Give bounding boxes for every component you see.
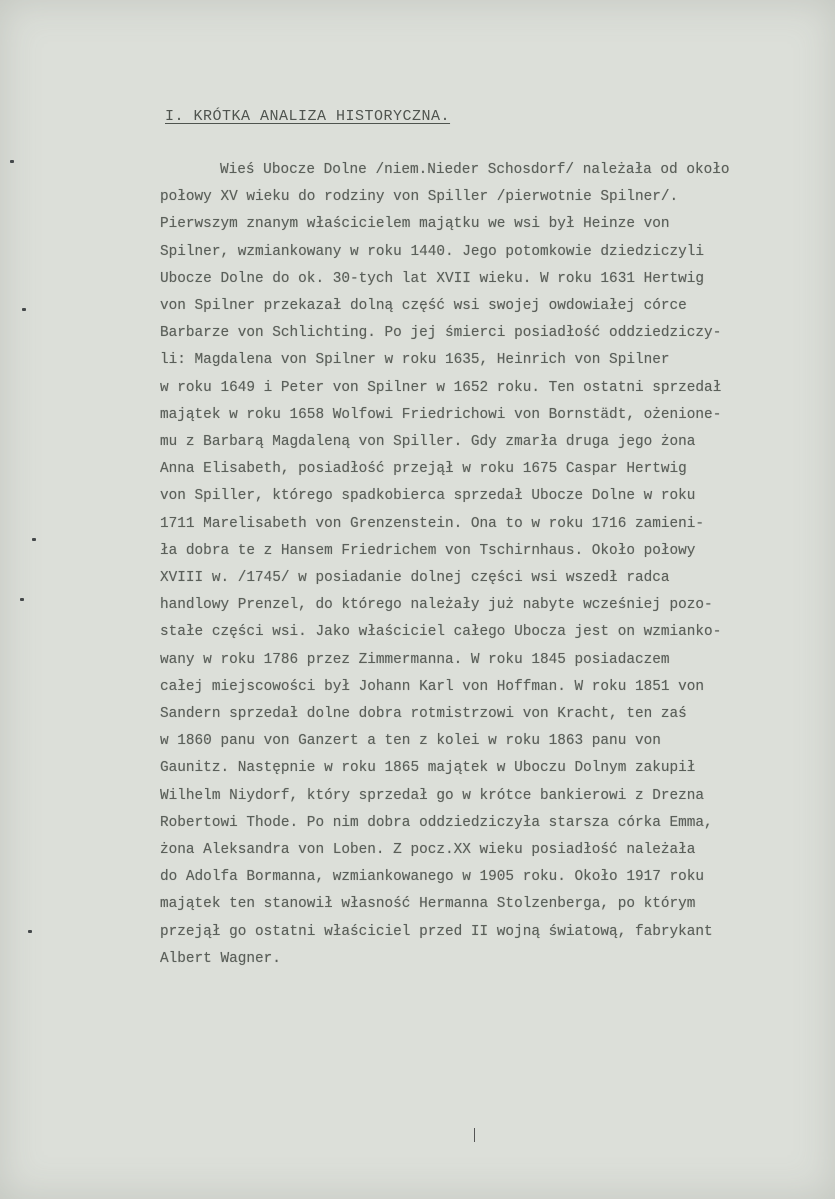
text-line: Ubocze Dolne do ok. 30-tych lat XVII wieku. W roku 1631 Hertwig <box>160 270 705 287</box>
text-line: w 1860 panu von Ganzert a ten z kolei w roku 1863 panu von <box>160 733 661 750</box>
text-line: do Adolfa Bormanna, wzmiankowanego w 1905 roku. Około 1917 roku <box>160 869 705 886</box>
text-line: Barbarze von Schlichting. Po jej śmierci posiadłość oddziedziczy- <box>160 325 722 342</box>
text-line: żona Aleksandra von Loben. Z pocz.XX wieku posiadłość należała <box>160 842 696 859</box>
text-line: majątek w roku 1658 Wolfowi Friedrichowi von Bornstädt, ożenione- <box>160 406 722 423</box>
section-heading: I. KRÓTKA ANALIZA HISTORYCZNA. <box>165 108 451 125</box>
margin-mark <box>20 598 24 601</box>
text-line: Albert Wagner. <box>160 950 281 967</box>
body-paragraph <box>160 157 825 973</box>
text-line: XVIII w. /1745/ w posiadanie dolnej części wsi wszedł radca <box>160 570 670 587</box>
margin-mark <box>32 538 36 541</box>
text-line: Wilhelm Niydorf, który sprzedał go w krótce bankierowi z Drezna <box>160 787 705 804</box>
page-mark <box>474 1128 475 1142</box>
text-line: majątek ten stanowił własność Hermanna Stolzenberga, po którym <box>160 896 696 913</box>
margin-mark <box>22 308 26 311</box>
text-line: Spilner, wzmiankowany w roku 1440. Jego potomkowie dziedziczyli <box>160 243 705 260</box>
text-line: Wieś Ubocze Dolne /niem.Nieder Schosdorf/ należała od około <box>220 162 730 178</box>
text-line: 1711 Marelisabeth von Grenzenstein. Ona to w roku 1716 zamieni- <box>160 515 705 532</box>
text-line: Sandern sprzedał dolne dobra rotmistrzowi von Kracht, ten zaś <box>160 706 687 723</box>
margin-mark <box>28 930 32 933</box>
text-line: ła dobra te z Hansem Friedrichem von Tschirnhaus. Około połowy <box>160 542 696 559</box>
text-line: stałe części wsi. Jako właściciel całego Ubocza jest on wzmianko- <box>160 624 722 641</box>
text-line: wany w roku 1786 przez Zimmermanna. W roku 1845 posiadaczem <box>160 651 670 668</box>
text-line: von Spilner przekazał dolną część wsi swojej owdowiałej córce <box>160 298 687 315</box>
text-line: li: Magdalena von Spilner w roku 1635, Heinrich von Spilner <box>160 352 670 369</box>
text-line: Robertowi Thode. Po nim dobra oddziedziczyła starsza córka Emma, <box>160 814 713 831</box>
text-line: Gaunitz. Następnie w roku 1865 majątek w Uboczu Dolnym zakupił <box>160 760 696 777</box>
text-line: von Spiller, którego spadkobierca sprzedał Ubocze Dolne w roku <box>160 488 696 505</box>
margin-mark <box>10 160 14 163</box>
text-line: Pierwszym znanym właścicielem majątku we wsi był Heinze von <box>160 216 670 233</box>
text-line: Anna Elisabeth, posiadłość przejął w roku 1675 Caspar Hertwig <box>160 461 687 478</box>
text-line: mu z Barbarą Magdaleną von Spiller. Gdy zmarła druga jego żona <box>160 434 696 451</box>
text-line: handlowy Prenzel, do którego należały już nabyte wcześniej pozo- <box>160 597 713 614</box>
text-line: całej miejscowości był Johann Karl von Hoffman. W roku 1851 von <box>160 678 705 695</box>
text-line: w roku 1649 i Peter von Spilner w 1652 roku. Ten ostatni sprzedał <box>160 379 722 396</box>
text-line: połowy XV wieku do rodziny von Spiller /pierwotnie Spilner/. <box>160 189 679 206</box>
text-line: przejął go ostatni właściciel przed II wojną światową, fabrykant <box>160 923 713 940</box>
